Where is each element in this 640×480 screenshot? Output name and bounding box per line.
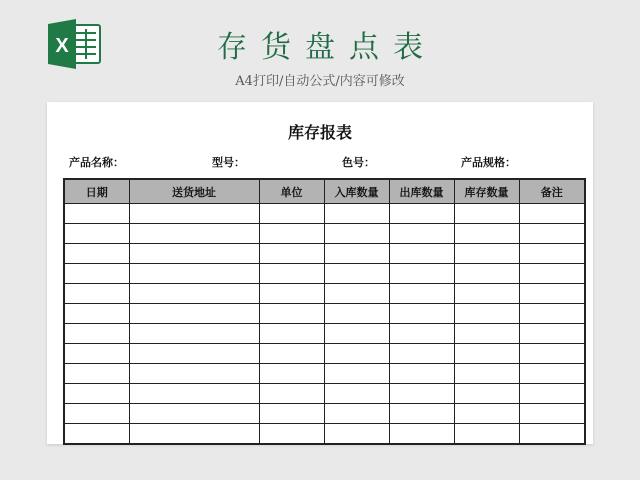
table-cell[interactable]: [324, 264, 389, 284]
table-cell[interactable]: [389, 424, 454, 445]
table-cell[interactable]: [454, 304, 519, 324]
table-row: [64, 264, 585, 284]
table-row: [64, 404, 585, 424]
table-cell[interactable]: [519, 384, 585, 404]
inventory-table: [63, 178, 586, 445]
table-cell[interactable]: [389, 324, 454, 344]
spec-label: 产品规格：: [461, 156, 516, 169]
table-cell[interactable]: [324, 304, 389, 324]
svg-text:X: X: [55, 35, 69, 57]
table-cell[interactable]: [454, 204, 519, 224]
report-title: 库存报表: [287, 123, 352, 142]
table-cell[interactable]: [389, 204, 454, 224]
table-cell[interactable]: [129, 364, 259, 384]
table-cell[interactable]: [519, 364, 585, 384]
table-cell[interactable]: [454, 264, 519, 284]
table-cell[interactable]: [64, 404, 129, 424]
table-row: [64, 364, 585, 384]
table-cell[interactable]: [324, 204, 389, 224]
table-cell[interactable]: [519, 424, 585, 445]
table-cell[interactable]: [64, 224, 129, 244]
table-cell[interactable]: [64, 204, 129, 224]
column-header-date: 日期: [64, 179, 129, 204]
table-row: [64, 204, 585, 224]
table-cell[interactable]: [519, 224, 585, 244]
table-cell[interactable]: [454, 404, 519, 424]
table-cell[interactable]: [389, 244, 454, 264]
column-header-unit: 单位: [259, 179, 324, 204]
table-cell[interactable]: [519, 304, 585, 324]
table-cell[interactable]: [389, 404, 454, 424]
column-header-remarks: 备注: [519, 179, 585, 204]
table-cell[interactable]: [64, 324, 129, 344]
table-cell[interactable]: [129, 284, 259, 304]
table-cell[interactable]: [454, 224, 519, 244]
table-cell[interactable]: [454, 344, 519, 364]
table-cell[interactable]: [324, 364, 389, 384]
column-header-inbound: 入库数量: [324, 179, 389, 204]
table-cell[interactable]: [389, 264, 454, 284]
table-cell[interactable]: [519, 244, 585, 264]
table-cell[interactable]: [129, 304, 259, 324]
table-cell[interactable]: [64, 284, 129, 304]
page-subtitle: A4打印/自动公式/内容可修改: [235, 74, 405, 89]
table-cell[interactable]: [519, 344, 585, 364]
table-cell[interactable]: [454, 384, 519, 404]
table-cell[interactable]: [324, 244, 389, 264]
table-row: [64, 324, 585, 344]
table-cell[interactable]: [259, 264, 324, 284]
table-cell[interactable]: [259, 244, 324, 264]
table-cell[interactable]: [389, 284, 454, 304]
table-cell[interactable]: [259, 364, 324, 384]
table-cell[interactable]: [259, 204, 324, 224]
table-cell[interactable]: [259, 424, 324, 445]
table-cell[interactable]: [389, 344, 454, 364]
table-cell[interactable]: [454, 244, 519, 264]
table-cell[interactable]: [324, 284, 389, 304]
model-label: 型号：: [212, 156, 245, 169]
table-cell[interactable]: [259, 304, 324, 324]
table-cell[interactable]: [324, 404, 389, 424]
table-cell[interactable]: [259, 404, 324, 424]
table-row: [64, 344, 585, 364]
table-cell[interactable]: [64, 364, 129, 384]
table-cell[interactable]: [64, 344, 129, 364]
table-cell[interactable]: [64, 384, 129, 404]
table-cell[interactable]: [454, 424, 519, 445]
product-name-label: 产品名称：: [69, 156, 124, 169]
table-cell[interactable]: [129, 224, 259, 244]
table-cell[interactable]: [129, 324, 259, 344]
table-cell[interactable]: [129, 384, 259, 404]
table-cell[interactable]: [129, 344, 259, 364]
table-cell[interactable]: [324, 424, 389, 445]
table-cell[interactable]: [129, 204, 259, 224]
table-row: [64, 304, 585, 324]
column-header-stock: 库存数量: [454, 179, 519, 204]
table-cell[interactable]: [64, 424, 129, 445]
table-cell[interactable]: [324, 384, 389, 404]
table-row: [64, 244, 585, 264]
table-cell[interactable]: [519, 284, 585, 304]
table-cell[interactable]: [519, 204, 585, 224]
column-header-address: 送货地址: [129, 179, 259, 204]
table-cell[interactable]: [259, 224, 324, 244]
document-sheet: [47, 102, 593, 444]
table-cell[interactable]: [259, 344, 324, 364]
column-header-outbound: 出库数量: [389, 179, 454, 204]
table-cell[interactable]: [64, 264, 129, 284]
table-cell[interactable]: [324, 324, 389, 344]
table-cell[interactable]: [519, 264, 585, 284]
table-cell[interactable]: [129, 264, 259, 284]
table-row: [64, 424, 585, 445]
table-cell[interactable]: [519, 324, 585, 344]
table-cell[interactable]: [389, 384, 454, 404]
table-cell[interactable]: [519, 404, 585, 424]
table-cell[interactable]: [389, 304, 454, 324]
table-cell[interactable]: [129, 424, 259, 445]
table-row: [64, 224, 585, 244]
table-cell[interactable]: [454, 284, 519, 304]
table-cell[interactable]: [389, 364, 454, 384]
table-row: [64, 284, 585, 304]
table-cell[interactable]: [454, 324, 519, 344]
table-cell[interactable]: [259, 324, 324, 344]
color-label: 色号：: [342, 156, 375, 169]
table-header-row: [64, 179, 585, 204]
table-cell[interactable]: [64, 304, 129, 324]
table-row: [64, 384, 585, 404]
table-cell[interactable]: [324, 344, 389, 364]
table-cell[interactable]: [324, 224, 389, 244]
table-cell[interactable]: [259, 284, 324, 304]
table-cell[interactable]: [389, 224, 454, 244]
table-cell[interactable]: [259, 384, 324, 404]
table-cell[interactable]: [454, 364, 519, 384]
page-title: 存货盘点表: [217, 30, 437, 65]
table-cell[interactable]: [129, 244, 259, 264]
table-cell[interactable]: [64, 244, 129, 264]
table-cell[interactable]: [129, 404, 259, 424]
